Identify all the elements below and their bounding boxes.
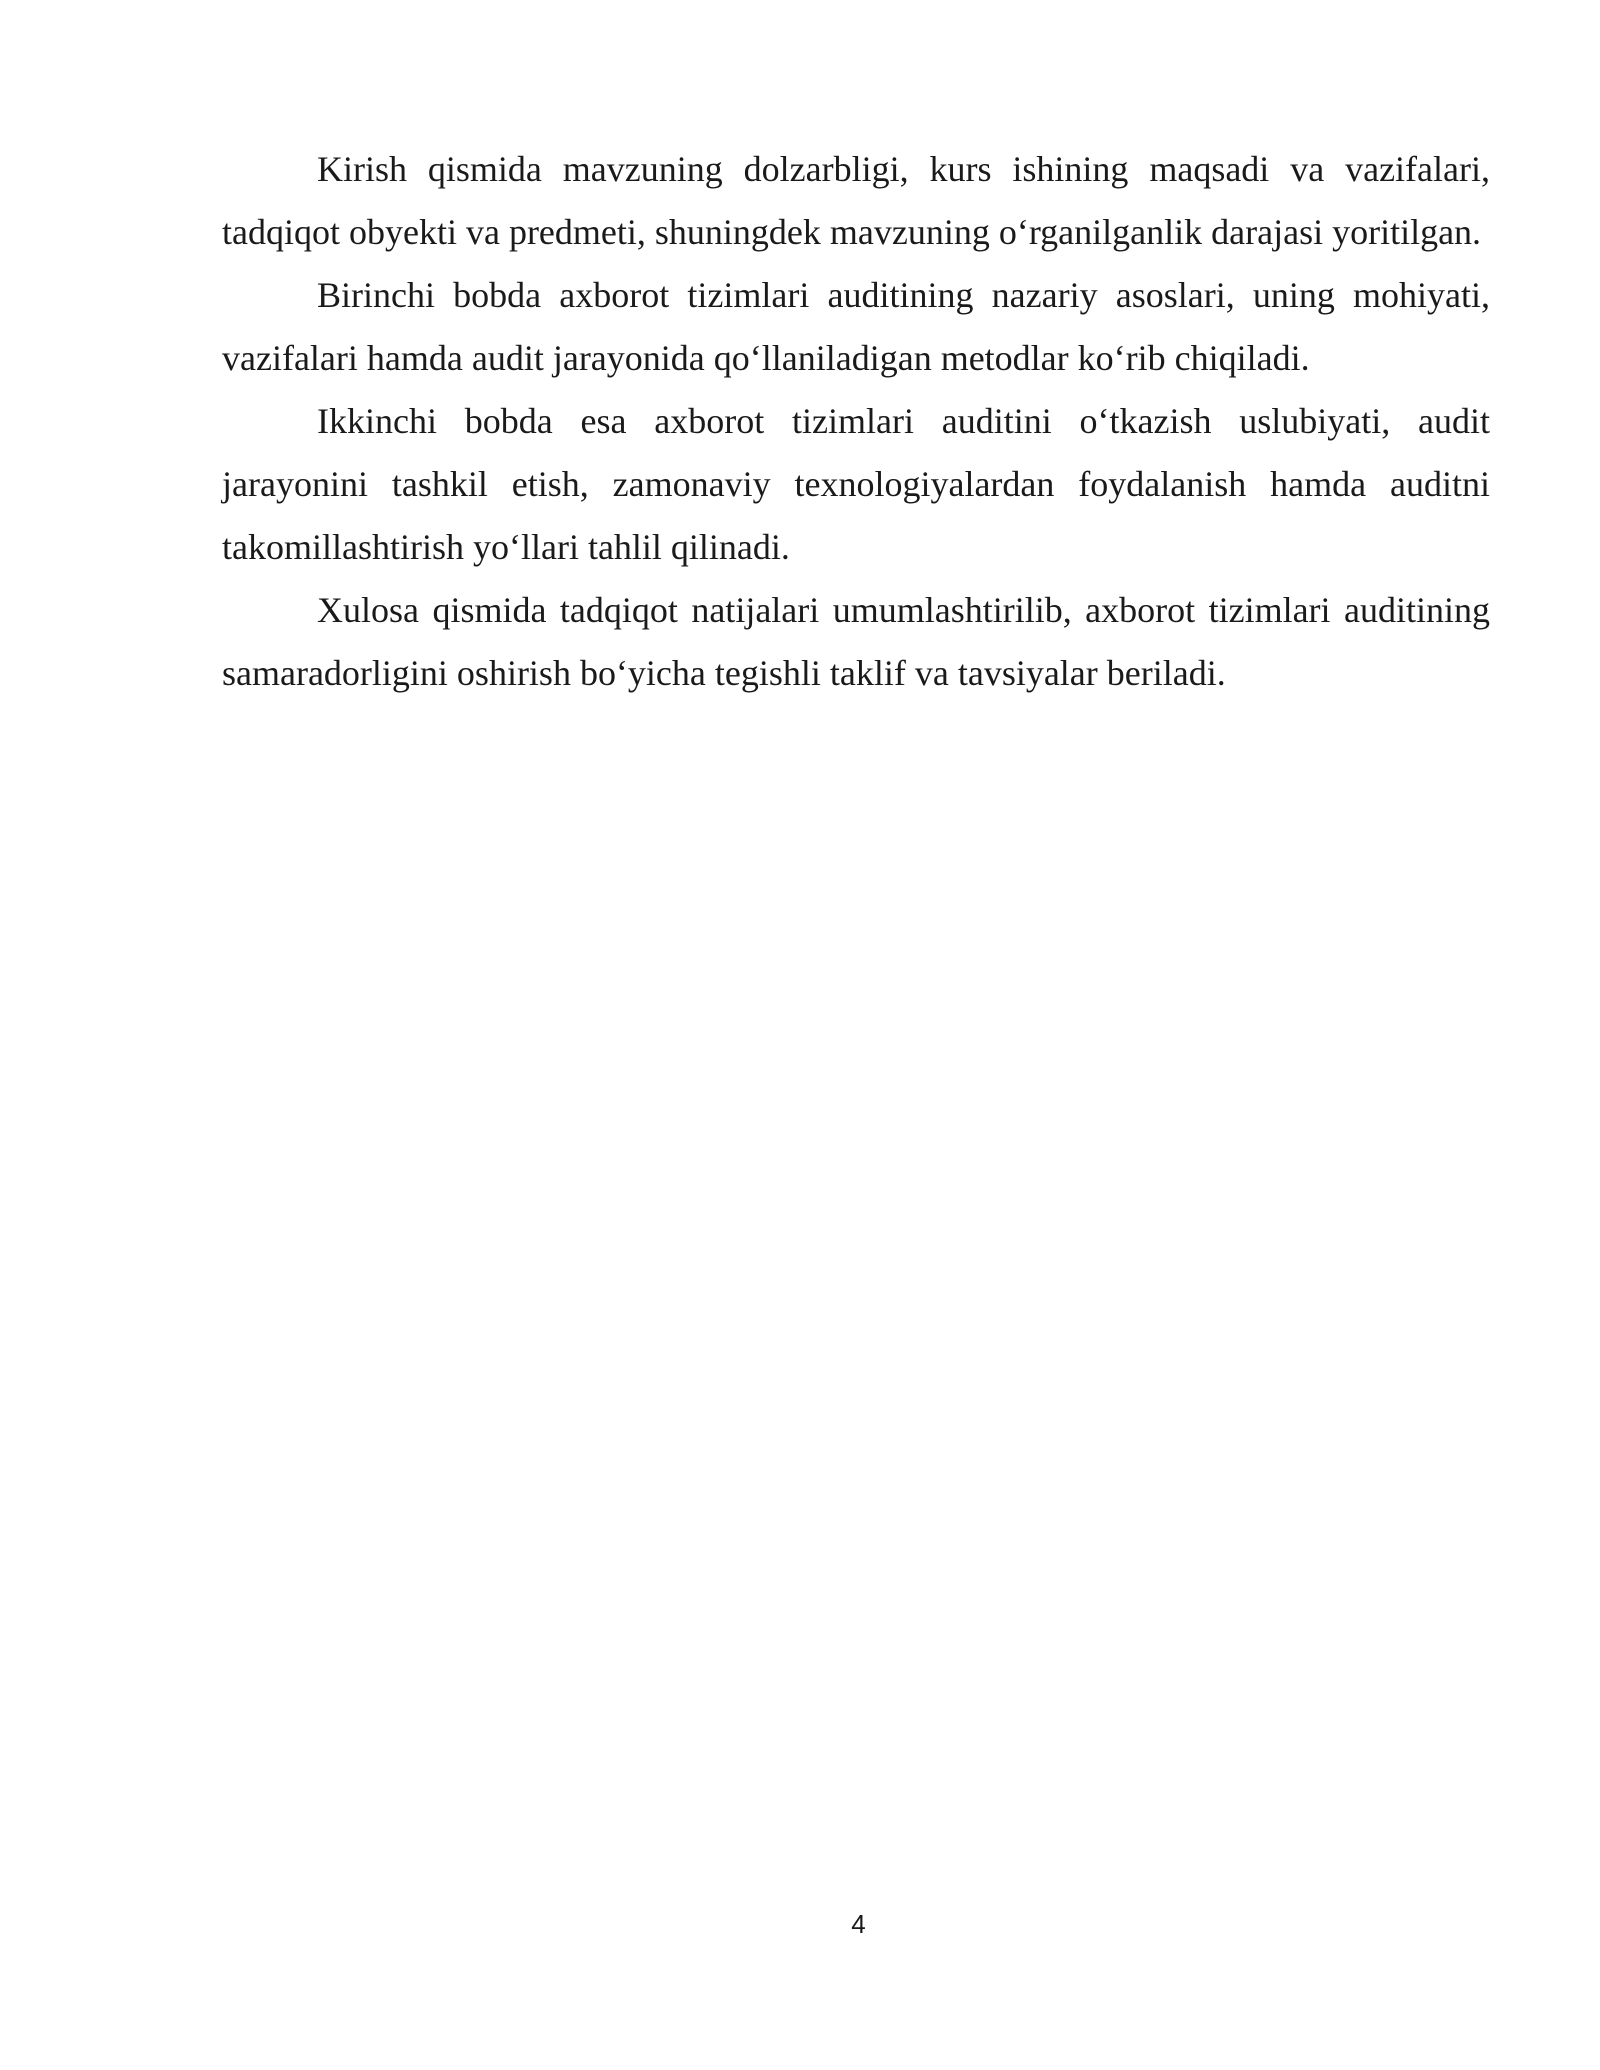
body-text bbox=[222, 138, 1490, 705]
page-number: 4 bbox=[851, 1909, 866, 1939]
paragraph-chapter-two: Ikkinchi bobda esa axborot tizimlari auditini o‘tkazish uslubiyati, audit jarayonini tashkil etish, zamonaviy texnologiyalardan foydalanish hamda auditni takomillashtirish yo‘llari tahlil qilinadi. bbox=[222, 401, 1490, 567]
paragraph-chapter-one: Birinchi bobda axborot tizimlari auditining nazariy asoslari, uning mohiyati, vazifalari hamda audit jarayonida qo‘llaniladigan metodlar ko‘rib chiqiladi. bbox=[222, 275, 1490, 378]
paragraph-introduction: Kirish qismida mavzuning dolzarbligi, kurs ishining maqsadi va vazifalari, tadqiqot obyekti va predmeti, shuningdek mavzuning o‘rganilganlik darajasi yoritilgan. bbox=[222, 149, 1490, 252]
paragraph-conclusion: Xulosa qismida tadqiqot natijalari umumlashtirilib, axborot tizimlari auditining samaradorligini oshirish bo‘yicha tegishli taklif va tavsiyalar beriladi. bbox=[222, 590, 1490, 693]
